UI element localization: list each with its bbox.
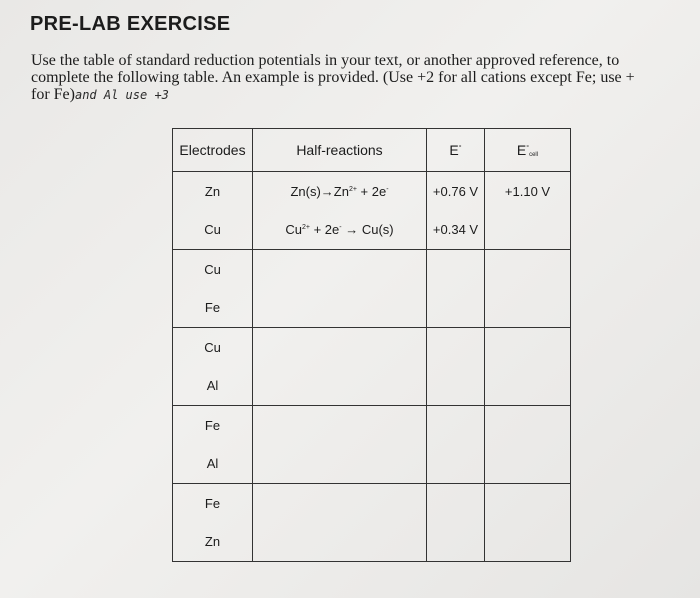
electrodes-cell [173,484,253,562]
e-value-1: +0.76 V [432,183,479,199]
hr2-arrow: → [341,222,362,238]
header-ecell: E°cell [485,129,571,172]
e-cell[interactable] [427,406,485,484]
instructions-line-1: Use the table of standard reduction potentials in your text, or another approved reference, to [31,52,620,69]
hr2-electron-charge: - [339,224,342,232]
half-reactions-cell[interactable] [253,484,427,562]
table-row [173,406,571,484]
page-title: PRE-LAB EXERCISE [30,13,231,35]
half-reactions-cell[interactable] [253,406,427,484]
table-row [173,250,571,328]
electrode-2: Cu [204,222,221,238]
electrode-1: Zn [204,183,221,199]
hr2-mid: + 2e [309,222,340,238]
e-cell [427,172,485,250]
half-reaction-1 [253,184,426,199]
handwritten-note: and Al use +3 [74,88,169,102]
electrode-1: Fe [204,417,221,433]
ecell-cell[interactable] [485,484,571,562]
ecell-value: +1.10 V [504,183,551,199]
e-cell[interactable] [427,250,485,328]
ecell-cell[interactable] [485,250,571,328]
hr1-arrow: → [320,183,334,199]
electrode-2: Zn [204,534,221,550]
header-e: E° [427,129,485,172]
electrodes-cell [173,172,253,250]
instructions-line-3 [31,86,700,104]
ecell-cell [485,172,571,250]
ecell-cell[interactable] [485,406,571,484]
hr1-charge: 2+ [348,185,357,193]
electrodes-cell [173,250,253,328]
half-reaction-2 [253,222,426,237]
hr2-right: Cu(s) [361,222,394,238]
table-row [173,328,571,406]
hr1-electron-charge: - [386,185,389,193]
header-e-text: E [449,142,459,158]
electrode-2: Al [206,456,219,472]
hr2-left: Cu [285,222,302,238]
hr1-ion: Zn [333,183,349,199]
electrodes-cell [173,406,253,484]
header-ecell-sub: cell [529,152,539,158]
e-cell[interactable] [427,484,485,562]
ecell-cell[interactable] [485,328,571,406]
electrode-2: Al [206,378,219,394]
half-reactions-cell[interactable] [253,250,427,328]
electrode-2: Fe [204,300,221,316]
electrode-1: Fe [204,495,221,511]
hr1-left: Zn(s) [290,183,321,199]
half-reactions-cell [253,172,427,250]
e-value-2: +0.34 V [432,222,479,238]
electrode-1: Cu [204,261,221,277]
reduction-potential-table [172,128,571,562]
header-half-reactions: Half-reactions [253,129,427,172]
table-row [173,172,571,250]
hr1-rest: + 2e [356,183,387,199]
hr2-charge: 2+ [302,224,310,232]
electrode-1: Cu [204,339,221,355]
table-header-row [173,129,571,172]
half-reactions-cell[interactable] [253,328,427,406]
header-electrodes: Electrodes [173,129,253,172]
instructions [31,52,700,104]
instructions-line-3-text: for Fe) [31,86,75,103]
electrodes-cell [173,328,253,406]
instructions-line-2: complete the following table. An example is provided. (Use +2 for all cations except Fe; use + [31,69,635,86]
e-cell[interactable] [427,328,485,406]
table-row [173,484,571,562]
header-ecell-text: E [516,142,527,158]
